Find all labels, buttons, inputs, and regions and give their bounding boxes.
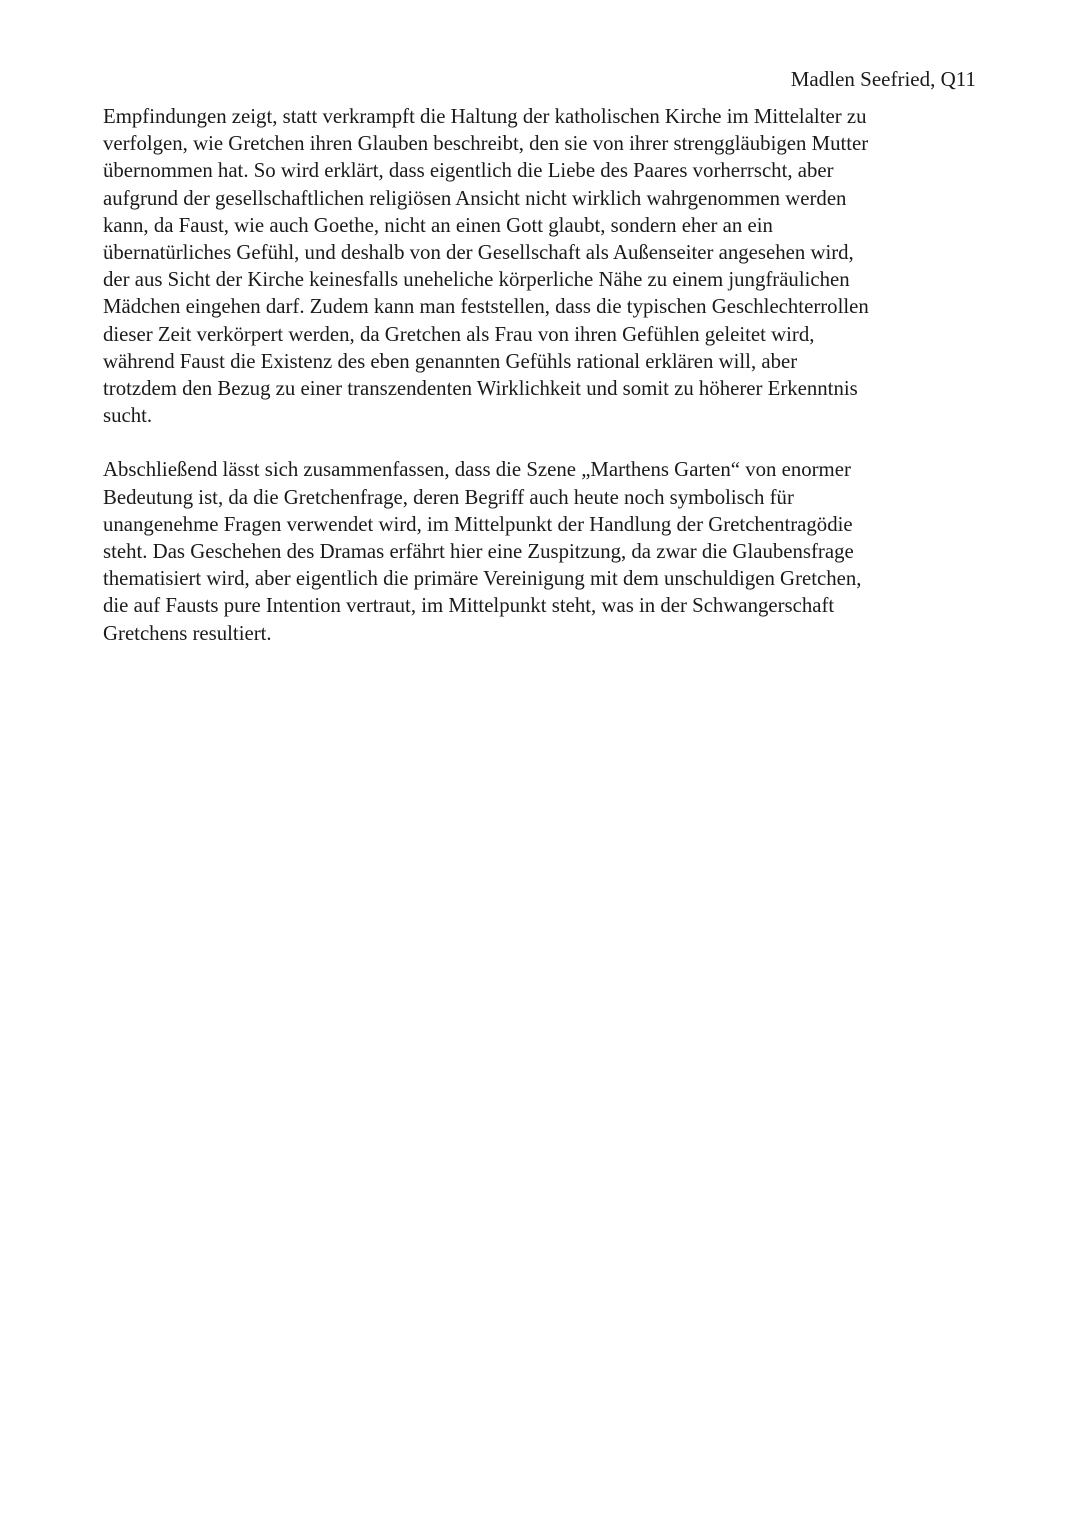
text-line: übernommen hat. So wird erklärt, dass eigentlich die Liebe des Paares vorherrscht, aber [103,159,834,183]
text-line: trotzdem den Bezug zu einer transzendenten Wirklichkeit und somit zu höherer Erkenntnis [103,377,858,401]
text-line: aufgrund der gesellschaftlichen religiösen Ansicht nicht wirklich wahrgenommen werden [103,186,847,210]
text-line: kann, da Faust, wie auch Goethe, nicht an einen Gott glaubt, sondern eher an ein [103,213,773,237]
text-line: Empfindungen zeigt, statt verkrampft die Haltung der katholischen Kirche im Mittelalter zu [103,105,867,128]
text-line: Mädchen eingehen darf. Zudem kann man feststellen, dass die typischen Geschlechterrollen [103,295,869,319]
text-line: thematisiert wird, aber eigentlich die primäre Vereinigung mit dem unschuldigen Gretchen, [103,567,862,591]
text-line: der aus Sicht der Kirche keinesfalls uneheliche körperliche Nähe zu einem jungfräulichen [103,268,850,292]
text-line: die auf Fausts pure Intention vertraut, im Mittelpunkt steht, was in der Schwangerschaft [103,594,835,618]
text-line: während Faust die Existenz des eben genannten Gefühls rational erklären will, aber [103,349,798,373]
text-line: Abschließend lässt sich zusammenfassen, dass die Szene „Marthens Garten“ von enormer [103,458,851,482]
text-line: übernatürliches Gefühl, und deshalb von der Gesellschaft als Außenseiter angesehen wird, [103,241,854,265]
text-line: Bedeutung ist, da die Gretchenfrage, deren Begriff auch heute noch symbolisch für [103,485,794,509]
text-line: sucht. [103,404,153,428]
text-line: verfolgen, wie Gretchen ihren Glauben beschreibt, den sie von ihrer strenggläubigen Mutter [103,132,869,156]
text-line: Gretchens resultiert. [103,621,272,645]
document-body [103,103,983,674]
paragraph-1 [103,103,983,429]
paragraph-2 [103,456,983,646]
text-line: dieser Zeit verkörpert werden, da Gretchen als Frau von ihren Gefühlen geleitet wird, [103,322,815,346]
page-header-author: Madlen Seefried, Q11 [790,67,976,91]
text-line: unangenehme Fragen verwendet wird, im Mittelpunkt der Handlung der Gretchentragödie [103,512,853,536]
text-line: steht. Das Geschehen des Dramas erfährt hier eine Zuspitzung, da zwar die Glaubensfrage [103,540,854,564]
